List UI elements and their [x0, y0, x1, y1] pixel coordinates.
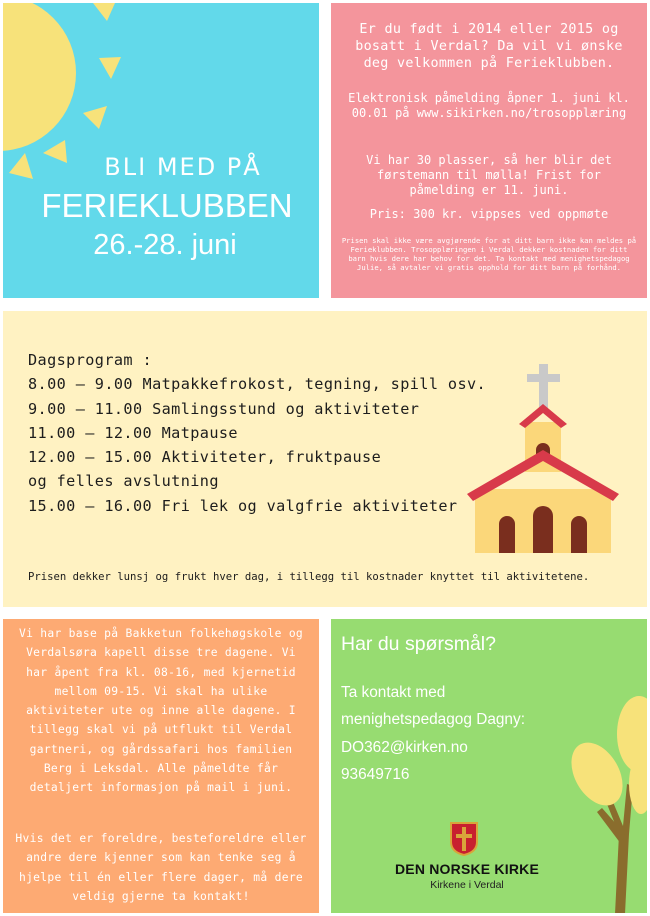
about-paragraph-1: Vi har base på Bakketun folkehøgskole og Verdalsøra kapell disse tre dagene. Vi har åpent fra kl. 08-16, med kjernetid mellom 09-15. Vi skal ha ulike aktiviteter ute og inne alle dagene. I tillegg skal vi på utflukt til Verdal gartneri, og gårdssafari hos familien Berg i Leksdal. Alle påmeldte får detaljert informasjon på mail i juni. — [18, 627, 304, 795]
program-heading: Dagsprogram : — [28, 351, 153, 369]
about-panel — [3, 619, 319, 913]
program-item: 11.00 – 12.00 Matpause — [28, 423, 238, 442]
contact-email[interactable]: DO362@kirken.no — [341, 738, 468, 756]
contact-line-1: Ta kontakt med — [341, 684, 446, 701]
info-intro: Er du født i 2014 eller 2015 og bosatt i Verdal? Da vil vi ønske deg velkommen på Ferieklubben. — [355, 22, 623, 71]
hero-panel — [3, 3, 319, 298]
logo-name: DEN NORSKE KIRKE — [395, 861, 539, 877]
about-paragraph-2: Hvis det er foreldre, besteforeldre eller andre dere kjenner som kan tenke seg å hjelpe til én eller flere dager, må dere veldig gjerne ta kontakt! — [15, 832, 307, 903]
info-panel — [331, 3, 647, 298]
info-registration: Elektronisk påmelding åpner 1. juni kl. 00.01 på www.sikirken.no/trosopplæring — [348, 91, 630, 120]
price-covers-note: Prisen dekker lunsj og frukt hver dag, i tillegg til kostnader knyttet til aktivitetene. — [28, 571, 590, 583]
contact-details — [341, 679, 525, 788]
program-item: 12.00 – 15.00 Aktiviteter, fruktpause — [28, 448, 382, 467]
info-fineprint: Prisen skal ikke være avgjørende for at ditt barn ikke kan meldes på Ferieklubben. Trosopplæringen i Verdal dekker kostnaden for ditt barn hvis dere har behov for det. Ta kontakt med menighetspedagog Julie, så avtaler vi gratis opphold for ditt barn på forhånd. — [341, 236, 637, 272]
hero-title: FERIEKLUBBEN — [41, 187, 293, 224]
info-price: Pris: 300 kr. vippses ved oppmøte — [369, 207, 609, 221]
program-item: 9.00 – 11.00 Samlingsstund og aktiviteter — [28, 399, 420, 418]
contact-question: Har du spørsmål? — [341, 633, 496, 655]
contact-phone[interactable]: 93649716 — [341, 765, 410, 783]
hero-line-1: BLI MED PÅ — [104, 153, 262, 181]
contact-panel — [331, 619, 647, 913]
day-program — [28, 348, 487, 518]
info-places: Vi har 30 plasser, så her blir det førstemann til mølla! Frist for påmelding er 11. juni. — [366, 153, 612, 197]
program-item: og felles avslutning — [28, 472, 219, 491]
contact-line-2: menighetspedagog Dagny: — [341, 711, 525, 729]
program-item: 8.00 – 9.00 Matpakkefrokost, tegning, spill osv. — [28, 375, 487, 394]
tree-icon — [567, 694, 647, 913]
program-item: 15.00 – 16.00 Fri lek og valgfrie aktiviteter — [28, 496, 458, 515]
den-norske-kirke-logo — [450, 822, 478, 856]
church-icon — [463, 364, 623, 559]
program-panel — [3, 311, 647, 607]
logo-subtitle: Kirkene i Verdal — [430, 879, 504, 891]
hero-dates: 26.-28. juni — [93, 229, 237, 261]
